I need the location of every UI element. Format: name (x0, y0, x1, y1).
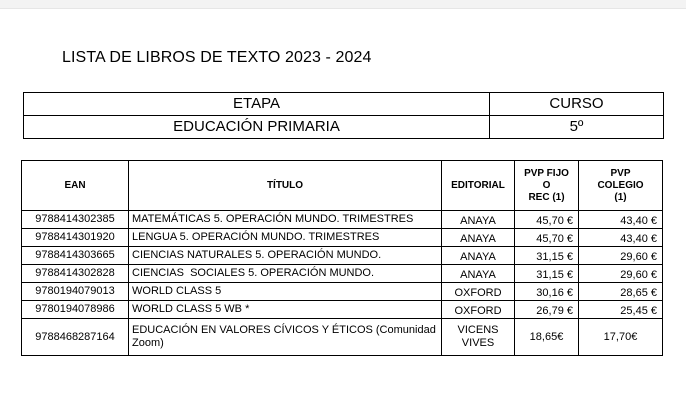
title-cell: WORLD CLASS 5 (129, 283, 442, 301)
price-fixed-cell: 26,79 € (515, 301, 579, 319)
title-cell: CIENCIAS SOCIALES 5. OPERACIÓN MUNDO. (129, 265, 442, 283)
price-fixed-cell: 18,65€ (515, 319, 579, 356)
title-cell (129, 319, 442, 356)
title-cell-line2: Zoom) (132, 337, 164, 349)
price-school-cell: 43,40 € (579, 211, 663, 229)
publisher-cell: ANAYA (442, 247, 515, 265)
table-row (22, 283, 663, 301)
publisher-cell-line1: VICENS (457, 324, 499, 336)
publisher-cell-line2: VIVES (461, 337, 495, 349)
price-school-header (579, 161, 663, 211)
table-row (22, 247, 663, 265)
title-cell-line1: EDUCACIÓN EN VALORES CÍVICOS Y ÉTICOS (Comunidad (132, 324, 436, 336)
ean-cell: 9780194079013 (22, 283, 129, 301)
ean-cell: 9788414301920 (22, 229, 129, 247)
price-fixed-header-line3: REC (1) (528, 191, 565, 203)
table-row (22, 211, 663, 229)
stage-column-header: ETAPA (24, 93, 490, 116)
ean-cell: 9788414302385 (22, 211, 129, 229)
title-header: TÍTULO (129, 161, 442, 211)
price-school-cell: 29,60 € (579, 247, 663, 265)
ean-cell: 9780194078986 (22, 301, 129, 319)
publisher-header: EDITORIAL (442, 161, 515, 211)
title-cell: MATEMÁTICAS 5. OPERACIÓN MUNDO. TRIMESTRES (129, 211, 442, 229)
price-school-cell: 43,40 € (579, 229, 663, 247)
ean-cell: 9788414303665 (22, 247, 129, 265)
price-school-cell: 17,70€ (579, 319, 663, 356)
publisher-cell (442, 319, 515, 356)
price-fixed-cell: 31,15 € (515, 247, 579, 265)
table-row (22, 319, 663, 356)
price-school-header-line2: COLEGIO (597, 179, 644, 191)
price-fixed-cell: 45,70 € (515, 211, 579, 229)
price-school-header-line1: PVP (610, 167, 631, 179)
price-fixed-header-line2: O (542, 179, 551, 191)
price-school-cell: 28,65 € (579, 283, 663, 301)
title-cell: CIENCIAS NATURALES 5. OPERACIÓN MUNDO. (129, 247, 442, 265)
price-fixed-cell: 30,16 € (515, 283, 579, 301)
price-fixed-header-line1: PVP FIJO (524, 167, 569, 179)
stage-value-row (24, 116, 664, 139)
table-row (22, 265, 663, 283)
stage-course-table (23, 92, 664, 139)
publisher-cell: ANAYA (442, 211, 515, 229)
publisher-cell: OXFORD (442, 301, 515, 319)
publisher-cell: OXFORD (442, 283, 515, 301)
table-row (22, 229, 663, 247)
viewer-top-bar (0, 0, 686, 9)
stage-header-row (24, 93, 664, 116)
ean-header: EAN (22, 161, 129, 211)
title-cell: WORLD CLASS 5 WB * (129, 301, 442, 319)
ean-cell: 9788468287164 (22, 319, 129, 356)
stage-value: EDUCACIÓN PRIMARIA (24, 116, 490, 139)
title-cell: LENGUA 5. OPERACIÓN MUNDO. TRIMESTRES (129, 229, 442, 247)
course-column-header: CURSO (490, 93, 664, 116)
ean-cell: 9788414302828 (22, 265, 129, 283)
course-value: 5º (490, 116, 664, 139)
price-school-header-line3: (1) (614, 191, 627, 203)
publisher-cell: ANAYA (442, 265, 515, 283)
price-fixed-cell: 45,70 € (515, 229, 579, 247)
document-title: LISTA DE LIBROS DE TEXTO 2023 - 2024 (62, 49, 372, 66)
publisher-cell: ANAYA (442, 229, 515, 247)
textbooks-table (21, 160, 663, 356)
price-school-cell: 25,45 € (579, 301, 663, 319)
price-fixed-cell: 31,15 € (515, 265, 579, 283)
price-fixed-header (515, 161, 579, 211)
table-row (22, 301, 663, 319)
books-header-row (22, 161, 663, 211)
price-school-cell: 29,60 € (579, 265, 663, 283)
